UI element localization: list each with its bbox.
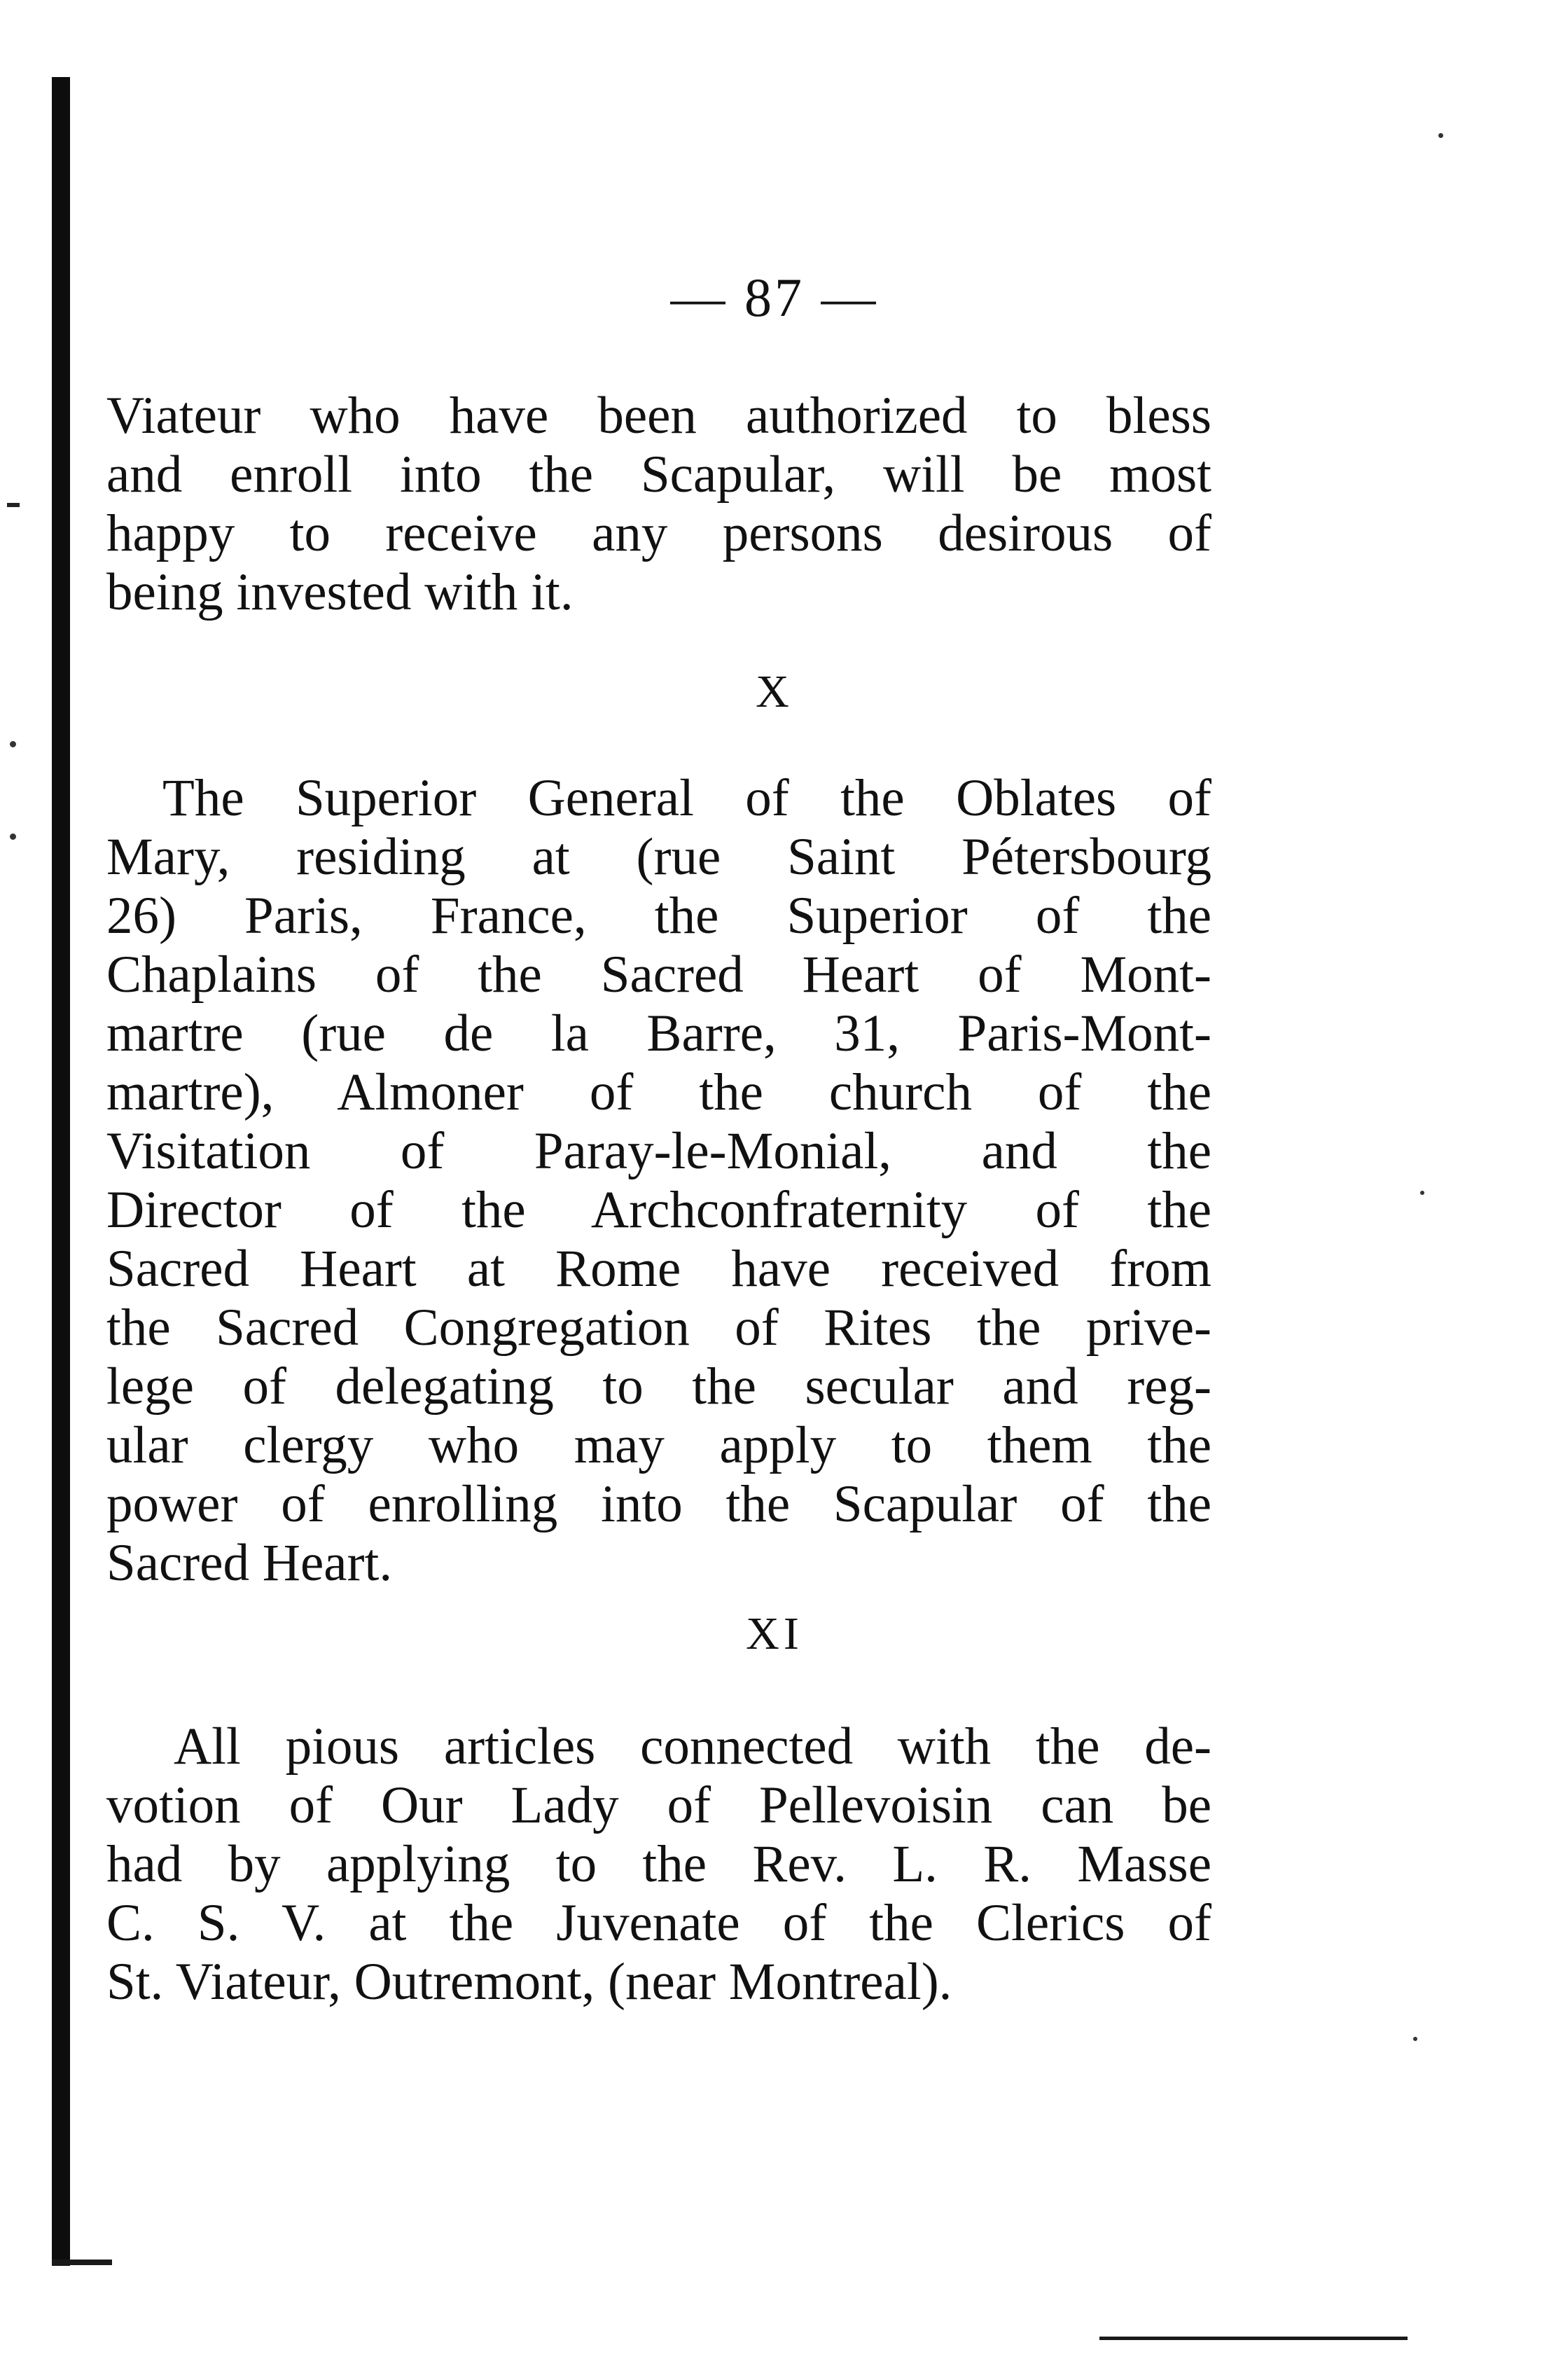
text-line: power of enrolling into the Scapular of the (106, 1475, 1211, 1533)
text-line: lege of delegating to the secular and reg- (106, 1357, 1211, 1416)
text-line: Sacred Heart. (106, 1534, 393, 1592)
paragraph-2 (106, 769, 1211, 1593)
text-line: Viateur who have been authorized to bless (106, 387, 1211, 445)
scan-speck (1413, 2037, 1417, 2041)
scan-speck (10, 833, 16, 840)
scan-speck (1438, 133, 1443, 138)
text-line: Mary, residing at (rue Saint Pétersbourg (106, 828, 1211, 886)
text-line: martre (rue de la Barre, 31, Paris-Mont- (106, 1004, 1211, 1063)
binding-edge-foot (52, 2260, 112, 2265)
paragraph-1 (106, 387, 1211, 622)
text-line: being invested with it. (106, 563, 574, 621)
paragraph-3 (106, 1717, 1211, 2012)
scan-speck (1420, 1191, 1424, 1195)
text-line: Sacred Heart at Rome have received from (106, 1240, 1211, 1298)
footer-rule (1099, 2337, 1408, 2340)
text-line: and enroll into the Scapular, will be most (106, 445, 1211, 504)
text-line: ular clergy who may apply to them the (106, 1416, 1211, 1474)
scan-mark (7, 503, 20, 507)
text-line: martre), Almoner of the church of the (106, 1063, 1211, 1121)
text-line: had by applying to the Rev. L. R. Masse (106, 1835, 1211, 1893)
text-line: The Superior General of the Oblates of (162, 769, 1211, 827)
text-line: 26) Paris, France, the Superior of the (106, 887, 1211, 945)
text-line: happy to receive any persons desirous of (106, 504, 1211, 562)
section-heading-xi: XI (746, 1608, 803, 1659)
text-line: Visitation of Paray-le-Monial, and the (106, 1122, 1211, 1180)
binding-edge (52, 77, 70, 2266)
text-line: votion of Our Lady of Pellevoisin can be (106, 1776, 1211, 1834)
text-line: the Sacred Congregation of Rites the prive- (106, 1299, 1211, 1357)
text-line: Chaplains of the Sacred Heart of Mont- (106, 946, 1211, 1004)
text-line: All pious articles connected with the de- (174, 1717, 1211, 1776)
text-line: C. S. V. at the Juvenate of the Clerics of (106, 1894, 1211, 1952)
scan-speck (10, 741, 16, 747)
page-number: — 87 — (670, 267, 879, 328)
section-heading-x: X (756, 666, 793, 717)
text-line: Director of the Archconfraternity of the (106, 1181, 1211, 1239)
text-line: St. Viateur, Outremont, (near Montreal). (106, 1953, 952, 2011)
